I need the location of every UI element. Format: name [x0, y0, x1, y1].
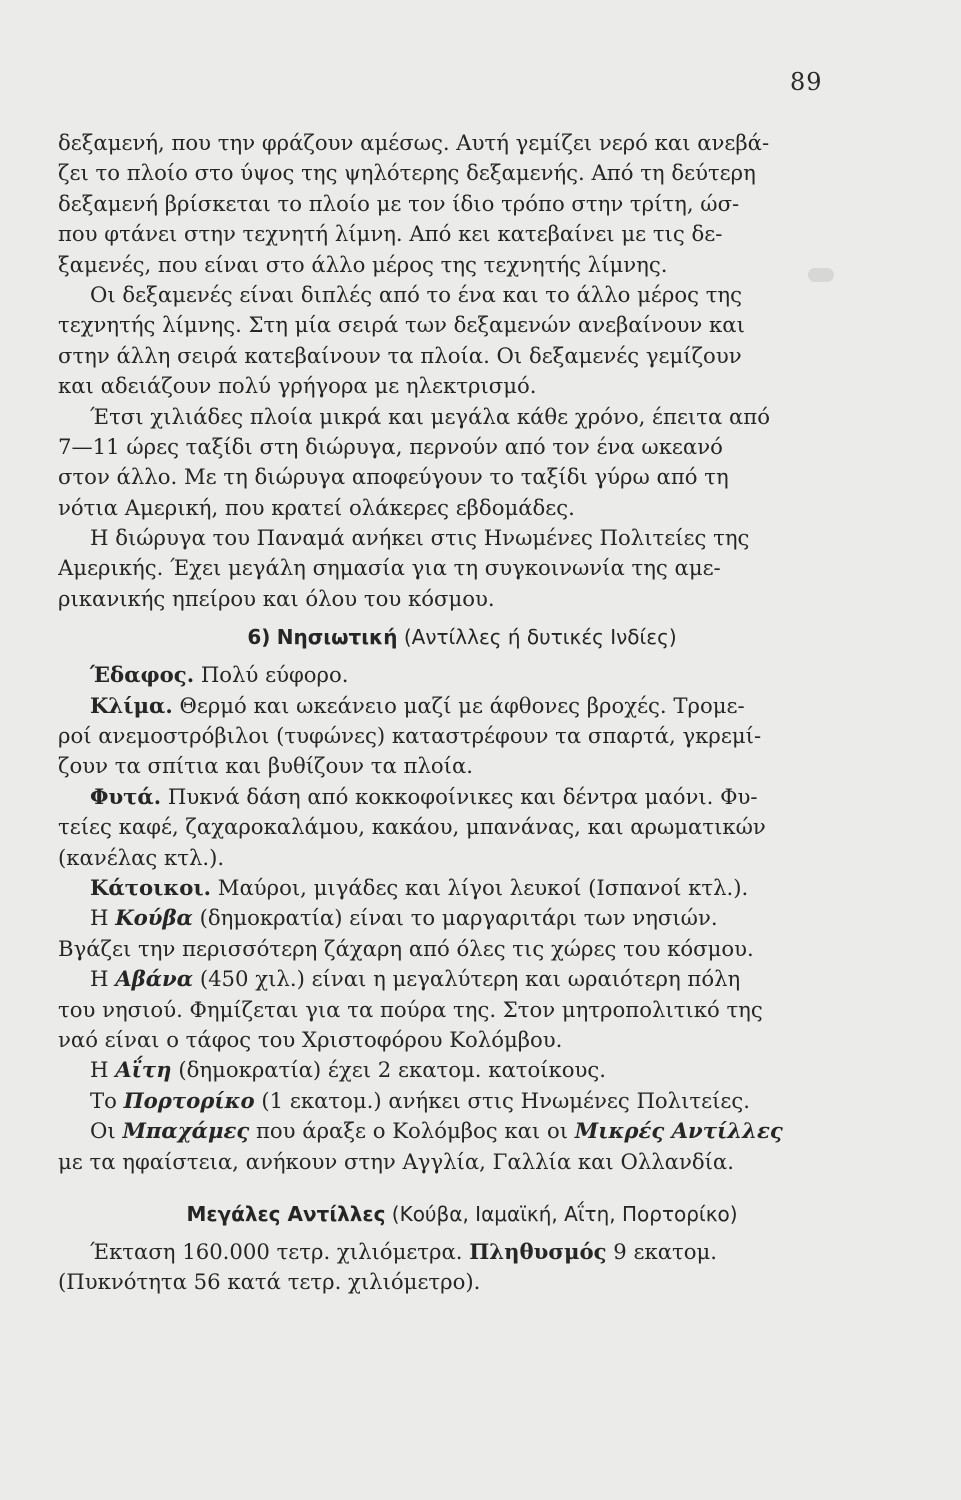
section-heading-nisiotiki [58, 614, 866, 660]
article: Η [90, 966, 109, 992]
text-line: Βγάζει την περισσότερη ζάχαρη από όλες τις χώρες του κόσμου. [58, 935, 754, 961]
section-title: Νησιωτική [276, 625, 398, 650]
term-value: 9 εκατομ. [613, 1238, 718, 1264]
article: Η [90, 1057, 109, 1083]
article: Οι [90, 1118, 116, 1144]
term-text: Πυκνά δάση από κοκκοφοίνικες και δέντρα μαόνι. Φυ- [167, 783, 758, 809]
term-label: Έδαφος. [90, 662, 195, 688]
place-name: Κούβα [115, 905, 193, 931]
term-text: που άραξε ο Κολόμβος και οι [255, 1118, 569, 1144]
place-name: Αβάνα [115, 966, 194, 992]
text-line: δεξαμενή, που την φράζουν αμέσως. Αυτή γεμίζει νερό και ανεβά- [58, 130, 770, 155]
place-name: Μπαχάμες [122, 1118, 250, 1144]
text-line: ναό είναι ο τάφος του Χριστοφόρου Κολόμβου. [58, 1026, 563, 1052]
section-subtitle: (Κούβα, Ιαμαϊκή, Αΐτη, Πορτορίκο) [391, 1201, 738, 1226]
term-label: Φυτά. [90, 783, 162, 809]
section-title: Μεγάλες Αντίλλες [186, 1201, 386, 1226]
text-line: Έτσι χιλιάδες πλοία μικρά και μεγάλα κάθε χρόνο, έπειτα από [90, 403, 770, 429]
place-name: Πορτορίκο [123, 1087, 255, 1113]
place-name: Αΐτη [115, 1057, 172, 1083]
text-line: με τα ηφαίστεια, ανήκουν στην Αγγλία, Γαλλία και Ολλανδία. [58, 1148, 734, 1174]
ektasi-line [58, 1237, 866, 1267]
text-line: τείες καφέ, ζαχαροκαλάμου, κακάου, μπανάνας, και αρωματικών [58, 814, 766, 840]
text-line: ξαμενές, που είναι στο άλλο μέρος της τεχνητής λίμνης. [58, 251, 668, 277]
text-line: ζουν τα σπίτια και βυθίζουν τα πλοία. [58, 753, 474, 779]
text-line: (Πυκνότητα 56 κατά τετρ. χιλιόμετρο). [58, 1269, 481, 1295]
term-text: Έκταση 160.000 τετρ. χιλιόμετρα. [90, 1238, 463, 1264]
section-number: 6) [247, 625, 271, 650]
aiti-line [58, 1055, 866, 1085]
text-line: που φτάνει στην τεχνητή λίμνη. Από κει κατεβαίνει με τις δε- [58, 221, 723, 247]
term-label: Κάτοικοι. [90, 874, 212, 900]
term-text: (450 χιλ.) είναι η μεγαλύτερη και ωραιότερη πόλη [199, 966, 741, 992]
katoikoi-line [58, 873, 866, 903]
scan-speck [808, 268, 834, 282]
term-text: (1 εκατομ.) ανήκει στις Ηνωμένες Πολιτείες. [261, 1087, 750, 1113]
article: Το [90, 1087, 117, 1113]
term-text: Πολύ εύφορο. [200, 662, 349, 688]
text-line: ρικανικής ηπείρου και όλου του κόσμου. [58, 585, 495, 611]
text-line: στον άλλο. Με τη διώρυγα αποφεύγουν το ταξίδι γύρω από τη [58, 464, 729, 490]
term-text: (δημοκρατία) έχει 2 εκατομ. κατοίκους. [178, 1057, 607, 1083]
text-line: τεχνητής λίμνης. Στη μία σειρά των δεξαμενών ανεβαίνουν και [58, 312, 745, 338]
text-line: δεξαμενή βρίσκεται το πλοίο με τον ίδιο τρόπο στην τρίτη, ώσ- [58, 190, 740, 216]
klima-line [58, 691, 866, 721]
text-line: στην άλλη σειρά κατεβαίνουν τα πλοία. Οι δεξαμενές γεμίζουν [58, 342, 742, 368]
kouba-line [58, 903, 866, 933]
fyta-line [58, 782, 866, 812]
avana-line [58, 964, 866, 994]
panama-paragraph [58, 128, 866, 1298]
bahames-line [58, 1116, 866, 1146]
text-line: και αδειάζουν πολύ γρήγορα με ηλεκτρισμό. [58, 373, 537, 399]
text-line: Η διώρυγα του Παναμά ανήκει στις Ηνωμένες Πολιτείες της [90, 525, 750, 551]
term-text: Μαύροι, μιγάδες και λίγοι λευκοί (Ισπανοί κτλ.). [217, 874, 749, 900]
text-line: 7—11 ώρες ταξίδι στη διώρυγα, περνούν από τον ένα ωκεανό [58, 433, 723, 459]
term-text: Θερμό και ωκεάνειο μαζί με άφθονες βροχές. Τρομε- [179, 692, 745, 718]
text-line: νότια Αμερική, που κρατεί ολάκερες εβδομάδες. [58, 494, 575, 520]
edafos-line [58, 660, 866, 690]
text-line: Οι δεξαμενές είναι διπλές από το ένα και το άλλο μέρος της [90, 281, 742, 307]
page-number: 89 [790, 68, 823, 96]
term-label: Πληθυσμός [469, 1238, 607, 1264]
text-line: ζει το πλοίο στο ύψος της ψηλότερης δεξαμενής. Από τη δεύτερη [58, 160, 756, 186]
section-subtitle: (Αντίλλες ή δυτικές Ινδίες) [403, 625, 677, 650]
text-line: ροί ανεμοστρόβιλοι (τυφώνες) καταστρέφουν τα σπαρτά, γκρεμί- [58, 723, 762, 749]
place-name: Μικρές Αντίλλες [574, 1118, 783, 1144]
article: Η [90, 905, 109, 931]
text-line: του νησιού. Φημίζεται για τα πούρα της. Στον μητροπολιτικό της [58, 996, 763, 1022]
term-text: (δημοκρατία) είναι το μαργαριτάρι των νησιών. [199, 905, 718, 931]
text-line: Αμερικής. Έχει μεγάλη σημασία για τη συγκοινωνία της αμε- [58, 555, 721, 581]
term-label: Κλίμα. [90, 692, 173, 718]
portoriko-line [58, 1086, 866, 1116]
section-heading-megales-antilles [58, 1191, 866, 1237]
text-line: (κανέλας κτλ.). [58, 844, 225, 870]
